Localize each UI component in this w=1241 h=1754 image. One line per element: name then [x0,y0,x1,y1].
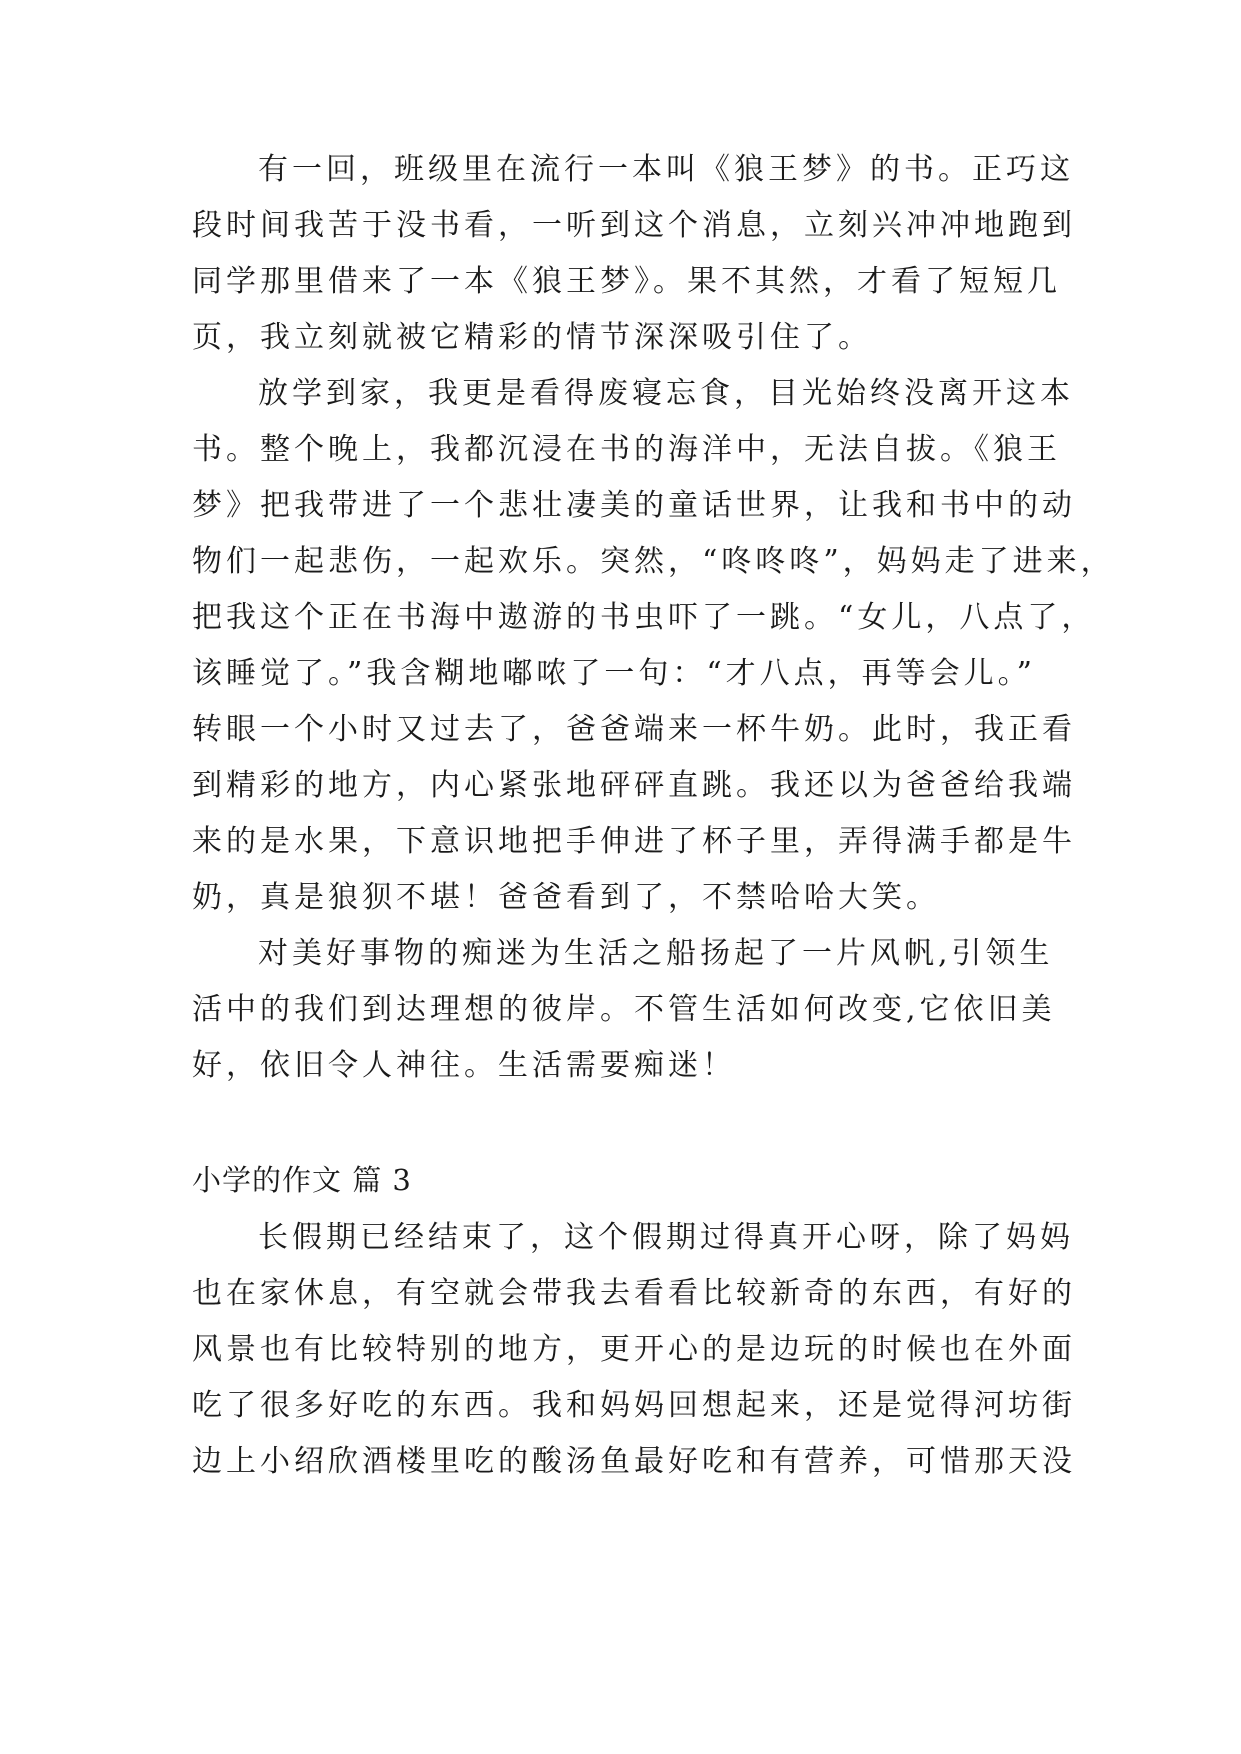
paragraph-2-line-9: 来的是水果，下意识地把手伸进了杯子里，弄得满手都是牛 [192,824,1076,859]
paragraph-4-line-5: 边上小绍欣酒楼里吃的酸汤鱼最好吃和有营养，可惜那天没 [192,1444,1076,1479]
paragraph-1-line-4: 页，我立刻就被它精彩的情节深深吸引住了。 [192,320,872,355]
paragraph-4-line-4: 吃了很多好吃的东西。我和妈妈回想起来，还是觉得河坊街 [192,1388,1076,1423]
paragraph-4-line-3: 风景也有比较特别的地方，更开心的是边玩的时候也在外面 [192,1332,1076,1367]
paragraph-2-line-3: 梦》把我带进了一个悲壮凄美的童话世界，让我和书中的动 [192,488,1076,523]
paragraph-1-line-3: 同学那里借来了一本《狼王梦》。果不其然，才看了短短几 [192,264,1061,299]
paragraph-4-line-1: 长假期已经结束了，这个假期过得真开心呀，除了妈妈 [258,1220,1074,1255]
paragraph-2-line-1: 放学到家，我更是看得废寝忘食，目光始终没离开这本 [258,376,1074,411]
paragraph-4-line-2: 也在家休息，有空就会带我去看看比较新奇的东西，有好的 [192,1276,1076,1311]
paragraph-2-line-8: 到精彩的地方，内心紧张地砰砰直跳。我还以为爸爸给我端 [192,768,1076,803]
section-heading: 小学的作文 篇 3 [192,1163,412,1197]
paragraph-3-line-3: 好，依旧令人神往。生活需要痴迷！ [192,1048,736,1083]
paragraph-3-line-1: 对美好事物的痴迷为生活之船扬起了一片风帆,引领生 [258,936,1054,971]
paragraph-2-line-4: 物们一起悲伤，一起欢乐。突然，“咚咚咚”，妈妈走了进来， [192,544,1115,579]
paragraph-2-line-7: 转眼一个小时又过去了，爸爸端来一杯牛奶。此时，我正看 [192,712,1076,747]
paragraph-3-line-2: 活中的我们到达理想的彼岸。不管生活如何改变,它依旧美 [192,992,1056,1027]
paragraph-1-line-1: 有一回，班级里在流行一本叫《狼王梦》的书。正巧这 [258,152,1074,187]
paragraph-2-line-5: 把我这个正在书海中遨游的书虫吓了一跳。“女儿，八点了， [192,600,1096,635]
paragraph-2-line-6: 该睡觉了。”我含糊地嘟哝了一句：“才八点，再等会儿。” [192,656,1037,691]
paragraph-2-line-2: 书。整个晚上，我都沉浸在书的海洋中，无法自拔。《狼王 [192,432,1061,467]
paragraph-2-line-10: 奶，真是狼狈不堪！爸爸看到了，不禁哈哈大笑。 [192,880,940,915]
paragraph-1-line-2: 段时间我苦于没书看，一听到这个消息，立刻兴冲冲地跑到 [192,208,1076,243]
